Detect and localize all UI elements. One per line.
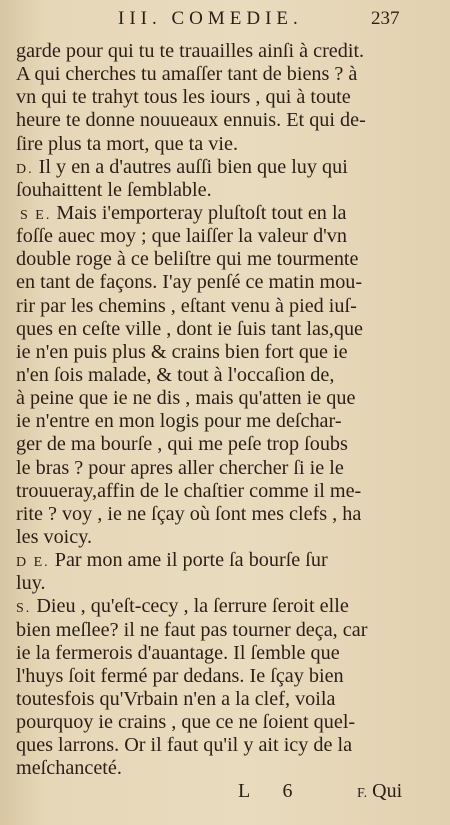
line-text: en tant de façons. I'ay penſé ce matin mou- (16, 271, 363, 294)
speaker-label: D E. (16, 555, 50, 571)
line-text: ie n'entre en mon logis pour me deſchar- (16, 410, 342, 433)
line-text: A qui cherches tu amaſſer tant de biens ? à (16, 63, 358, 86)
text-line (0, 86, 450, 109)
text-line (0, 410, 450, 433)
line-text: ger de ma bourſe , qui me peſe trop ſoubs (16, 433, 348, 456)
line-text: Par mon ame il porte ſa bourſe ſur (54, 549, 328, 572)
text-line (0, 387, 450, 410)
line-text: l'huys ſoit fermé par dedans. Ie ſçay bien (16, 664, 344, 687)
text-line (0, 457, 450, 480)
text-line (0, 364, 450, 387)
line-text: garde pour qui tu te trauailles ainſi à credit. (16, 40, 365, 62)
line-text: ques larrons. Or il faut qu'il y ait icy de la (16, 734, 353, 757)
text-line (0, 595, 450, 618)
text-line (0, 156, 450, 179)
text-line (0, 549, 450, 572)
line-text: ques en ceſte ville , dont ie ſuis tant las,que (16, 317, 364, 340)
body-text (0, 40, 450, 781)
text-line (0, 526, 450, 549)
text-line (0, 711, 450, 734)
line-text: bien meſlee? il ne faut pas tourner deça, car (16, 618, 368, 641)
text-line (0, 133, 450, 156)
text-line (0, 619, 450, 642)
line-text: pourquoy ie crains , que ce ne ſoient quel- (16, 711, 356, 734)
text-line (0, 734, 450, 757)
text-line (0, 341, 450, 364)
line-text: Mais i'emporteray pluſtoſt tout en la (56, 201, 347, 224)
line-text: vn qui te trahyt tous les iours , qui à toute (16, 86, 351, 109)
speaker-label: S E. (20, 207, 52, 223)
text-line (0, 109, 450, 132)
line-text: double roge à ce beliſtre qui me tourmente (16, 248, 359, 271)
running-header (0, 2, 450, 36)
text-line (0, 665, 450, 688)
line-text: toutesfois qu'Vrbain n'en a la clef, voila (16, 687, 336, 710)
running-title: III. COMEDIE. (118, 8, 303, 29)
text-line (0, 318, 450, 341)
text-line (0, 503, 450, 526)
line-text: trouueray,affin de le chaſtier comme il me- (16, 479, 362, 502)
text-line (0, 248, 450, 271)
text-line (0, 572, 450, 595)
line-text: à peine que ie ne dis , mais qu'atten ie que (16, 387, 356, 410)
line-text: ſouhaittent le ſemblable. (16, 178, 212, 201)
speaker-label: D. (16, 161, 34, 177)
line-text: luy. (16, 572, 46, 595)
catchword (357, 780, 402, 803)
speaker-label: S. (16, 601, 32, 617)
line-text: heure te donne nouueaux ennuis. Et qui de- (16, 109, 366, 132)
line-text: Dieu , qu'eſt-cecy , la ſerrure ſeroit elle (36, 595, 349, 618)
line-text: foſſe auec moy ; que laiſſer la valeur d'vn (16, 225, 347, 248)
text-line (0, 271, 450, 294)
text-line (0, 642, 450, 665)
line-text: n'en ſois malade, & tout à l'occaſion de, (16, 363, 335, 386)
text-line (0, 433, 450, 456)
text-line (0, 40, 450, 63)
line-text: ſire plus ta mort, que ta vie. (16, 132, 239, 155)
line-text: meſchanceté. (16, 757, 122, 780)
signature-mark: L 6 (238, 780, 307, 802)
catchword-speaker: F. (357, 786, 368, 801)
page-footer (0, 778, 450, 808)
line-text: ie la fermerois d'auantage. Il ſemble que (16, 641, 340, 664)
text-line (0, 480, 450, 503)
text-line (0, 688, 450, 711)
line-text: le bras ? pour apres aller chercher ſi ie le (16, 456, 344, 479)
line-text: rir par les chemins , eſtant venu à pied iuſ- (16, 294, 357, 317)
text-line (0, 202, 450, 225)
catchword-text: Qui (372, 780, 403, 802)
text-line (0, 225, 450, 248)
line-text: Il y en a d'autres auſſi bien que luy qui (38, 155, 348, 178)
line-text: les voicy. (16, 525, 93, 548)
line-text: ie n'en puis plus & crains bien fort que ie (16, 340, 348, 363)
text-line (0, 63, 450, 86)
text-line (0, 295, 450, 318)
page-number: 237 (371, 8, 400, 29)
line-text: rite ? voy , ie ne ſçay où ſont mes clefs , ha (16, 502, 362, 525)
text-line (0, 179, 450, 202)
